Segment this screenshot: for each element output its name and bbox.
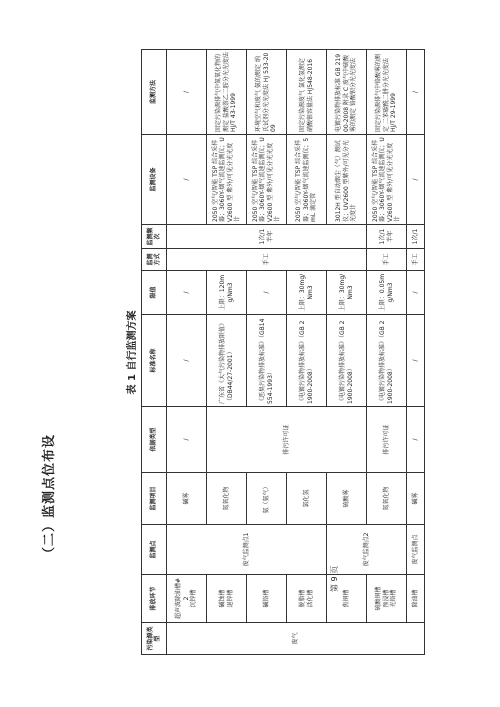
standard-cell: 《恶臭污染物排放标准》（GB14554-1993） — [247, 315, 287, 407]
equipment-cell: 3012H 型自动烟尘（气）测试仪；UV2600 型紫外/可见分光光度计 — [327, 135, 367, 225]
equipment-cell: / — [407, 135, 425, 225]
method-cell: 手工 — [167, 249, 367, 271]
item-cell: 氨（氨气） — [247, 473, 287, 525]
monitoring-plan-table-block — [125, 50, 443, 655]
process-label: 碱蚀槽 — [219, 589, 226, 608]
header-limit: 限值 — [142, 271, 167, 315]
process-label: 脱脂槽 — [299, 589, 306, 608]
standard-cell: 《电镀污染物排放标准》（GB 21900-2008） — [287, 315, 327, 407]
standard-cell: 《电镀污染物排放标准》（GB 21900-2008） — [327, 315, 367, 407]
item-cell: 碱雾 — [407, 473, 425, 525]
limit-cell: / — [407, 271, 425, 315]
analysis-cell: / — [407, 50, 425, 135]
analysis-cell: 固定污染源排气中铬酸雾的测定 二苯碳酰二肼分光光度法 HJ/T 29-1999 — [367, 50, 407, 135]
table-row — [167, 50, 207, 655]
monitoring-plan-table — [141, 49, 425, 655]
method-cell: 手工 — [367, 249, 407, 271]
section-heading: （二）监测点位布设 — [42, 433, 57, 560]
analysis-cell: 环境空气和废气 氨的测定 纳氏试剂分光光度法 HJ 533-2009 — [247, 50, 287, 135]
item-cell: 硫酸雾 — [327, 473, 367, 525]
process-cell — [167, 575, 207, 623]
header-process: 排放环节 — [142, 575, 167, 623]
analysis-cell: / — [167, 50, 207, 135]
equipment-cell: / — [167, 135, 207, 225]
item-cell: 氮氧化物 — [367, 473, 407, 525]
standard-cell: / — [167, 315, 207, 407]
header-analysis: 监测方法 — [142, 50, 167, 135]
header-pollutant-type: 污染源类型 — [142, 623, 167, 655]
basis-cell: 排污许可证 — [367, 407, 407, 473]
process-cell: 碱铬槽 — [247, 575, 287, 623]
frequency-cell: 1次/1半年 — [167, 225, 367, 249]
process-label: 活化槽 — [306, 589, 314, 608]
analysis-cell: 固定污染源排气中氮氧化物的测定 盐酸萘乙二胺分光光度法 HJ/T 43-1999 — [207, 50, 247, 135]
limit-cell: / — [247, 271, 287, 315]
process-label: 超声波除油槽#2 — [175, 577, 190, 620]
process-cell: 焦铜槽 — [327, 575, 367, 623]
basis-cell: / — [407, 407, 425, 473]
header-standard-name: 标准名称 — [142, 315, 167, 407]
process-label: 硫酸铜槽 — [375, 586, 383, 611]
table-row — [407, 50, 425, 655]
item-cell: 氯化氢 — [287, 473, 327, 525]
analysis-cell: 固定污染源废气 氯化氢测定 硝酸银容量法 HJ548-2016 — [287, 50, 327, 135]
equipment-cell: 2050 空气/智能 TSP 综合采样器；3060Y-烟气流速监测仪；UV2600 型 紫外/可见分光光度计 — [207, 135, 247, 225]
header-frequency: 监测频次 — [142, 225, 167, 249]
limit-cell: 上限：30mg/Nm3 — [287, 271, 327, 315]
process-cell — [287, 575, 327, 623]
frequency-cell: 1次/1 — [407, 225, 425, 249]
process-label: 沉锌槽 — [190, 589, 198, 608]
frequency-cell: 1次/1半年 — [367, 225, 407, 249]
standard-cell: 广东省《大气污染物排放限值》（DB44/27-2001） — [207, 315, 247, 407]
table-header-row — [142, 50, 167, 655]
method-cell: 手工 — [407, 249, 425, 271]
table-row — [327, 50, 367, 655]
standard-cell: 《电镀污染物排放标准》（GB 21900-2008） — [367, 315, 407, 407]
process-label: 预浸槽 — [382, 589, 390, 608]
header-point: 监测点 — [142, 525, 167, 575]
equipment-cell: 2050 空气/智能 TSP 综合采样器；3060Y-烟气流速监测仪；UV2600 型 紫外/可见分光光度计 — [367, 135, 407, 225]
point-cell: 废气监测点 — [407, 525, 425, 575]
limit-cell: / — [167, 271, 207, 315]
limit-cell: 上限：30mg/Nm3 — [327, 271, 367, 315]
limit-cell: 上限：0.05mg/Nm3 — [367, 271, 407, 315]
point-cell: 废气监测点2 — [327, 525, 407, 575]
process-label: 退锌槽 — [226, 589, 234, 608]
table-title: 表 1 自行监测方案 — [127, 310, 138, 395]
equipment-cell: 2050 空气/智能 TSP 综合采样器；3060Y-烟气流速监测仪；UV2600 型 紫外/可见分光光度计 — [247, 135, 287, 225]
process-label: 光铬槽 — [390, 589, 398, 608]
header-basis-type: 依据类型 — [142, 407, 167, 473]
item-cell: 碱雾 — [167, 473, 207, 525]
limit-cell: 上限：120mg/Nm3 — [207, 271, 247, 315]
basis-cell: 排污许可证 — [207, 407, 367, 473]
header-item: 监测项目 — [142, 473, 167, 525]
basis-cell: / — [167, 407, 207, 473]
analysis-cell: 电镀污染物排放标准 GB 21900-2008 附录 C 废气中硫酸雾的测定 铬酸钡分光光度法 — [327, 50, 367, 135]
item-cell: 氮氧化物 — [207, 473, 247, 525]
equipment-cell: 2050 空气/智能 TSP 综合采样器；3060Y-烟气流速监测仪；5mL 滴定管 — [287, 135, 327, 225]
process-cell: 除油槽 — [407, 575, 425, 623]
point-cell: 废气监测点1 — [167, 525, 327, 575]
header-equipment: 监测设备 — [142, 135, 167, 225]
pollutant-type-cell: 废气 — [167, 623, 425, 655]
process-cell — [367, 575, 407, 623]
header-method: 监测方式 — [142, 249, 167, 271]
standard-cell: / — [407, 315, 425, 407]
page-number: 第 9 页 — [330, 565, 339, 592]
process-cell — [207, 575, 247, 623]
